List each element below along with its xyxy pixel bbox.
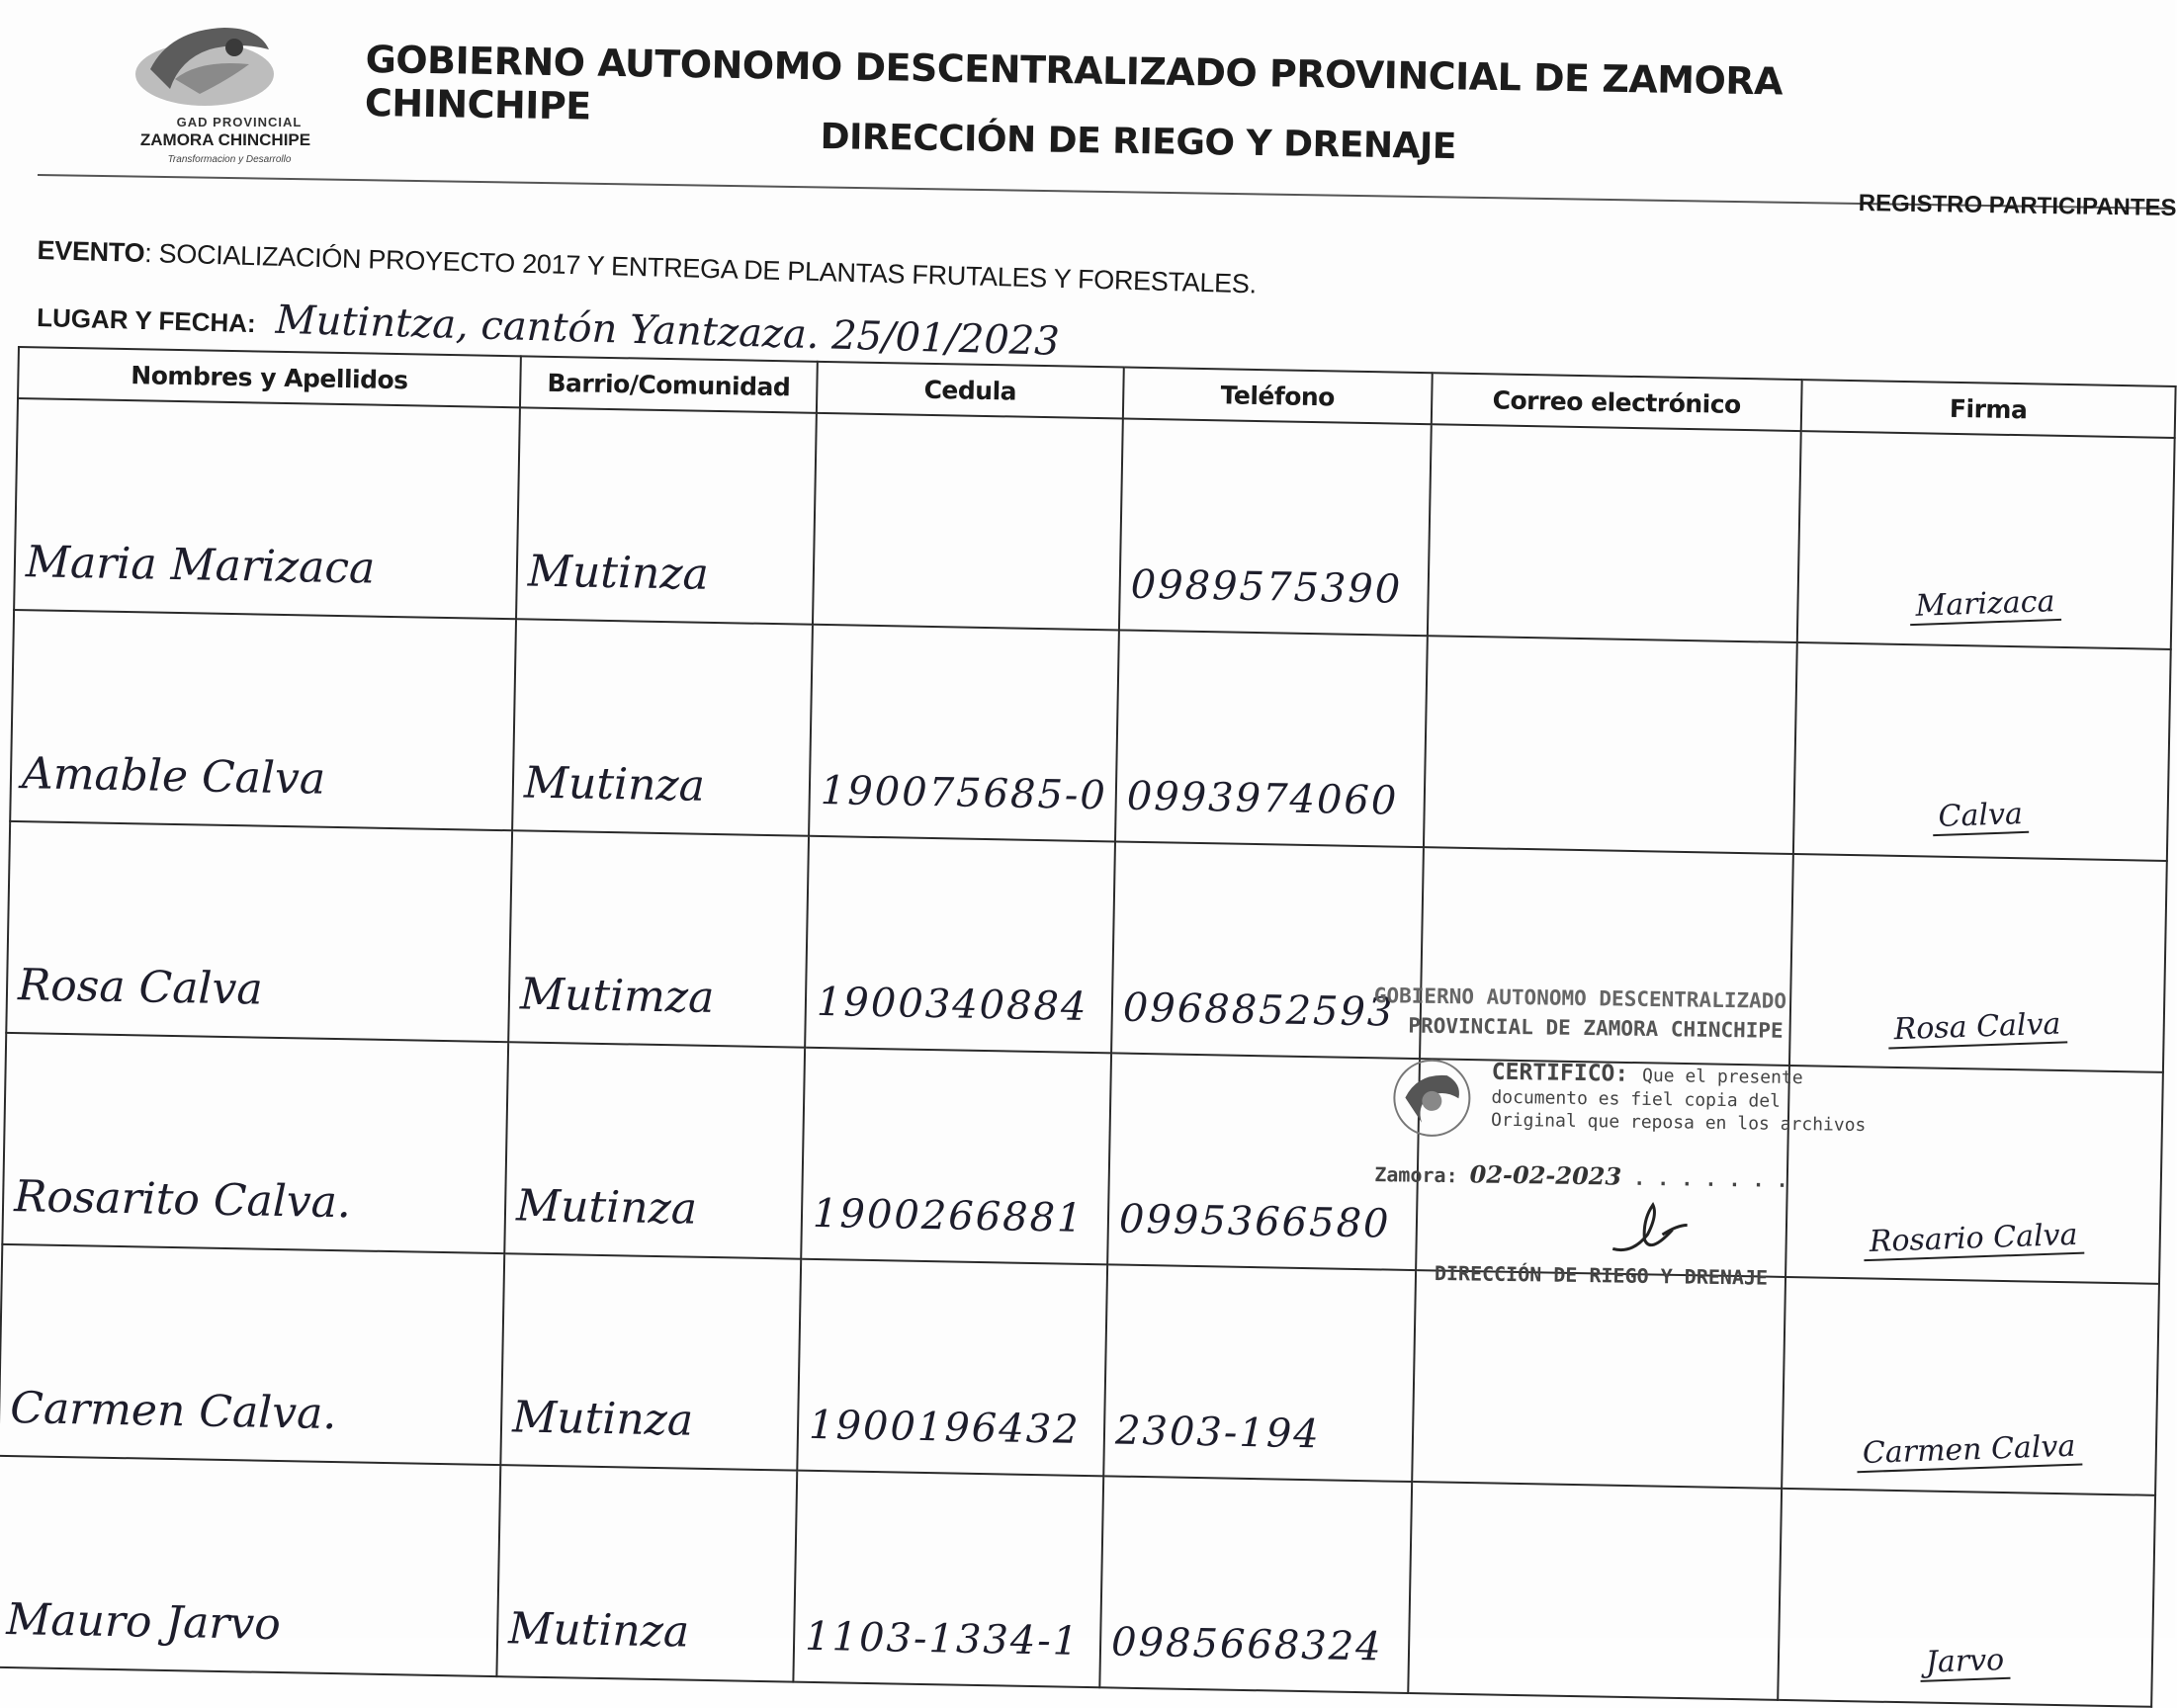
- cell-telefono: 0993974060: [1115, 630, 1428, 847]
- cell-nombre: Rosarito Calva.: [2, 1033, 508, 1253]
- signature: Rosario Calva: [1863, 1218, 2084, 1262]
- signature: Jarvo: [1920, 1643, 2011, 1682]
- signature: Marizaca: [1908, 584, 2060, 626]
- cell-cedula: [813, 413, 1123, 631]
- col-header-nombres: Nombres y Apellidos: [18, 347, 521, 407]
- certifico-text: Que el presente: [1641, 1065, 1803, 1089]
- handwritten-signature-mark: [1603, 1194, 1693, 1264]
- cell-cedula: 1900196432: [797, 1259, 1107, 1477]
- logo-line-province: ZAMORA CHINCHIPE: [139, 130, 311, 149]
- cell-nombre: Carmen Calva.: [0, 1244, 504, 1465]
- cell-cedula: 1103-1334-1: [793, 1471, 1103, 1688]
- signature: Calva: [1932, 797, 2029, 836]
- evento-line: [37, 235, 1421, 304]
- table-row: [14, 398, 2175, 649]
- zamora-date: 02-02-2023: [1469, 1159, 1622, 1191]
- signature: Rosa Calva: [1887, 1006, 2067, 1049]
- cell-cedula: 1900340884: [805, 836, 1115, 1054]
- cell-barrio: Mutimza: [508, 830, 809, 1047]
- cell-firma: [1793, 642, 2171, 861]
- table-row: [10, 610, 2171, 861]
- cell-correo: [1408, 1482, 1782, 1700]
- registro-label: REGISTRO PARTICIPANTES: [1858, 190, 2177, 222]
- cell-nombre: Mauro Jarvo: [0, 1456, 500, 1676]
- header-divider: [38, 174, 2175, 210]
- stamp-line-provincial: PROVINCIAL DE ZAMORA CHINCHIPE: [1408, 1013, 1784, 1043]
- cell-nombre: Rosa Calva: [6, 821, 512, 1042]
- cell-telefono: 2303-194: [1103, 1264, 1416, 1482]
- cell-telefono: 0968852593: [1111, 841, 1424, 1059]
- lugar-label: LUGAR Y FECHA:: [36, 301, 257, 339]
- stamp-line-documento: documento es fiel copia del: [1491, 1086, 1782, 1112]
- cell-correo: [1424, 636, 1797, 854]
- stamp-seal-icon: [1387, 1053, 1477, 1143]
- stamp-line-gobierno: GOBIERNO AUTONOMO DESCENTRALIZADO: [1373, 983, 1787, 1013]
- stamp-department: DIRECCIÓN DE RIEGO Y DRENAJE: [1434, 1260, 1769, 1290]
- signature: Carmen Calva: [1857, 1428, 2083, 1473]
- evento-value: : SOCIALIZACIÓN PROYECTO 2017 Y ENTREGA DE PLANTAS FRUTALES Y FORESTALES.: [143, 238, 1258, 299]
- col-header-correo: Correo electrónico: [1432, 373, 1802, 431]
- gad-logo: [111, 20, 328, 168]
- stamp-line-original: Original que reposa en los archivos: [1490, 1109, 1867, 1137]
- evento-label: EVENTO: [37, 235, 145, 269]
- document-subtitle: DIRECCIÓN DE RIEGO Y DRENAJE: [820, 117, 1457, 168]
- cell-nombre: Amable Calva: [10, 610, 516, 830]
- stamp-certifico: [1492, 1060, 1803, 1089]
- cell-cedula: 190075685-0: [809, 625, 1119, 842]
- cell-telefono: 0989575390: [1119, 418, 1432, 636]
- cell-nombre: Maria Marizaca: [14, 398, 520, 619]
- cell-cedula: 1900266881: [801, 1048, 1111, 1265]
- cell-barrio: Mutinza: [496, 1465, 797, 1681]
- participants-table-wrap: [0, 346, 2175, 1680]
- col-header-telefono: Teléfono: [1123, 368, 1433, 425]
- zamora-label: Zamora:: [1374, 1162, 1458, 1188]
- stamp-zamora-line: Zamora: 02-02-2023 . . . . . . .: [1374, 1159, 1788, 1192]
- col-header-firma: Firma: [1801, 380, 2176, 438]
- logo-tagline: Transformacion y Desarrollo: [167, 154, 292, 165]
- col-header-cedula: Cedula: [817, 362, 1124, 419]
- col-header-barrio: Barrio/Comunidad: [520, 356, 818, 412]
- cell-barrio: Mutinza: [500, 1253, 801, 1470]
- document-title: GOBIERNO AUTONOMO DESCENTRALIZADO PROVINCIAL DE ZAMORA CHINCHIPE: [364, 38, 1784, 128]
- cell-telefono: 0985668324: [1099, 1476, 1412, 1693]
- logo-line-gad: GAD PROVINCIAL: [176, 115, 303, 129]
- gad-logo-emblem: [131, 20, 279, 114]
- cell-barrio: Mutinza: [512, 619, 813, 835]
- cell-correo: [1428, 424, 1801, 642]
- cell-firma: [1797, 431, 2175, 649]
- cell-firma: [1778, 1489, 2155, 1707]
- certification-stamp: [1364, 983, 1867, 1326]
- table-row: [0, 1456, 2155, 1707]
- cell-barrio: Mutinza: [516, 407, 817, 624]
- cell-telefono: 0995366580: [1107, 1053, 1420, 1270]
- certifico-label: CERTIFICO:: [1491, 1059, 1629, 1087]
- cell-barrio: Mutinza: [504, 1042, 805, 1258]
- lugar-value: Mutintza, cantón Yantzaza. 25/01/2023: [275, 297, 1061, 365]
